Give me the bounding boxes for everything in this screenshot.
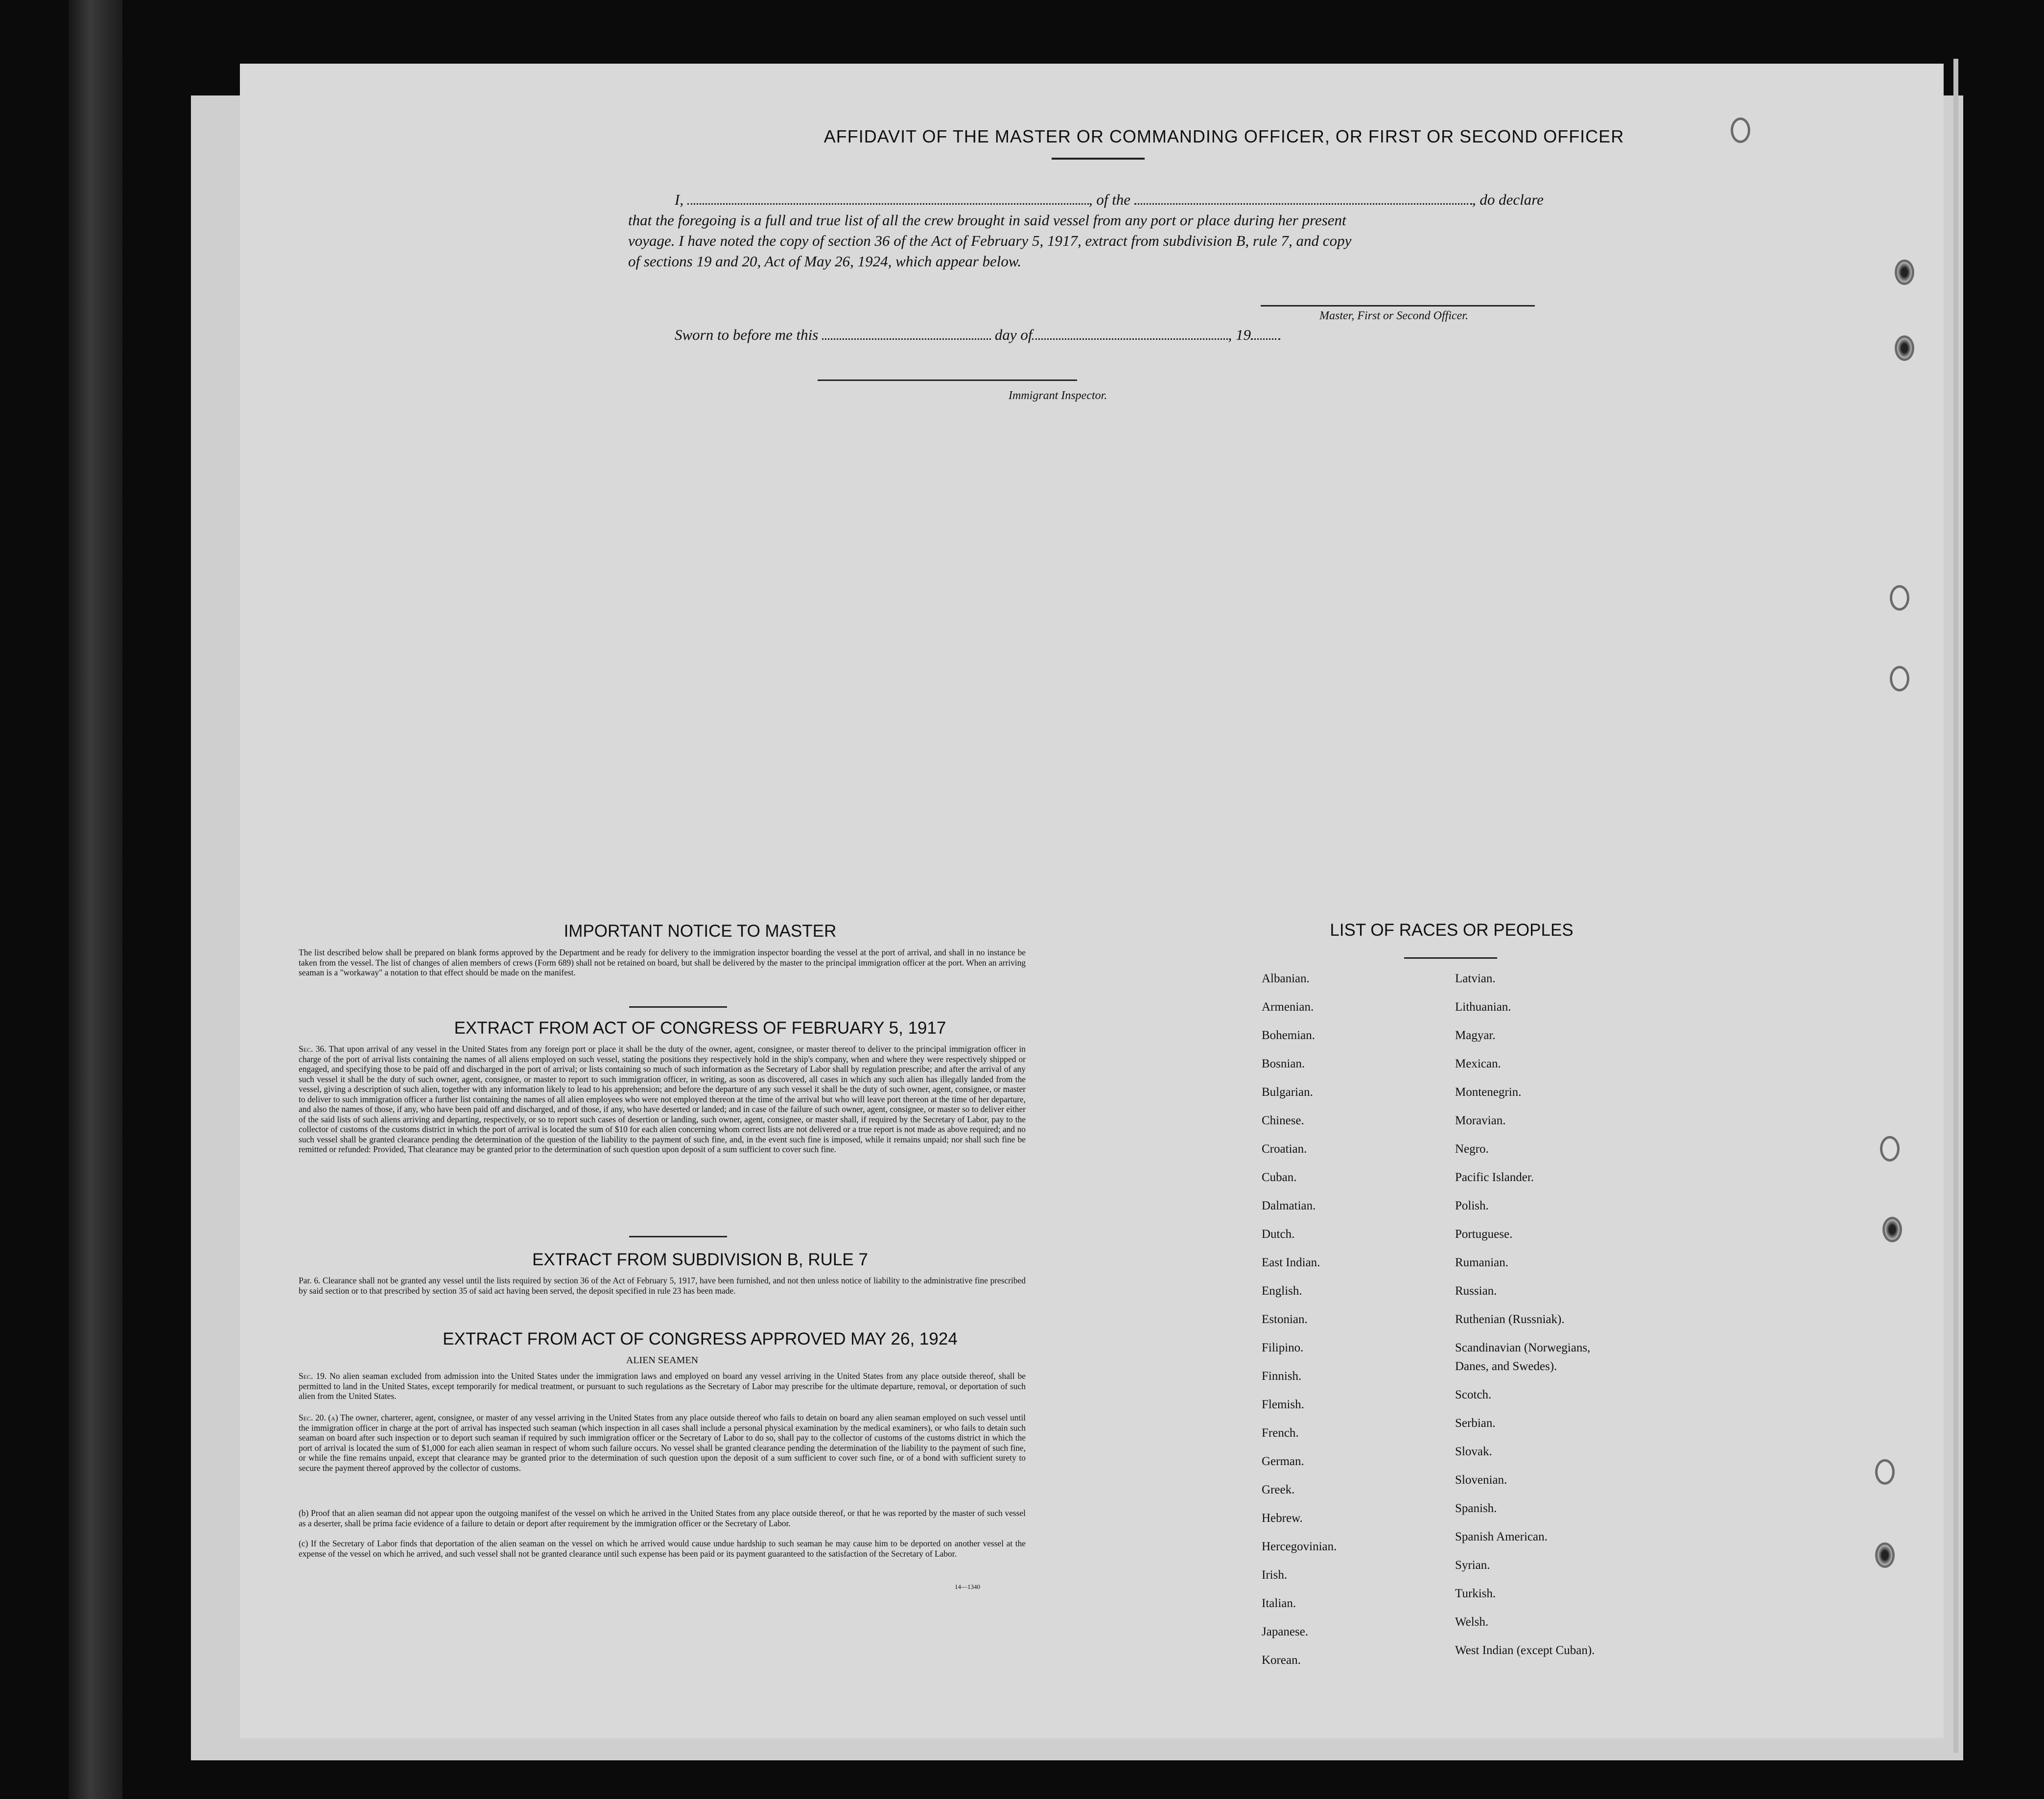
race-item: Greek. xyxy=(1262,1483,1295,1496)
race-item: Irish. xyxy=(1262,1568,1288,1582)
sec-36-text: That upon arrival of any vessel in the United States from any foreign port or place it shall be the duty of the owner, agent, consignee, or master thereof to deliver to the principal immigration officer in charge of the port of arrival lists containing the names of all aliens employed on such vessel, stating the positions they respectively hold in the ship's company, when and where they were respectively shipped or engaged, and specifying those to be paid off and discharged in the port of arrival; or lists containing so much of such information as the Secretary of Labor shall by regulation prescribe; and after the arrival of any such vessel it shall be the duty of such owner, agent, consignee, or master to report to such immigration officer, in writing, as soon as discovered, all cases in which any such alien has illegally landed from the vessel, giving a description of such alien, together with any information likely to lead to his apprehension; and before the departure of any such vessel it shall be the duty of such owner, agent, consignee, or master to deliver to such immigration officer a further list containing the names of all alien employees who were not employed thereon at the time of the arrival but who will leave port thereon at the time of her departure, and also the names of those, if any, who have been paid off and discharged, and of those, if any, who have deserted or landed; and in case of the failure of such owner, agent, consignee, or master so to deliver either of the said lists of such aliens arriving and departing, respectively, or so to report such cases of desertion or landing, such owner, agent, consignee, or master shall, if required by the Secretary of Labor, pay to the collector of customs of the customs district in which the port of arrival is located the sum of $10 for each alien concerning whom correct lists are not delivered or a true report is not made as above required; and no such vessel shall be granted clearance pending the determination of the question of the liability to the payment of such fine, and, in the event such fine is imposed, while it remains unpaid; nor shall such fine be remitted or refunded: Provided, That clearance may be granted prior to the determination of such question upon deposit of a sum sufficient to cover such fine. xyxy=(299,1044,1026,1154)
race-item: Hercegovinian. xyxy=(1262,1540,1337,1553)
punch-hole-icon xyxy=(1890,666,1909,691)
sec-19-label: Sec. 19. xyxy=(299,1371,327,1381)
race-item: Slovak. xyxy=(1455,1445,1492,1458)
race-item: English. xyxy=(1262,1284,1302,1298)
form-sheet xyxy=(240,64,1944,1738)
race-item: Rumanian. xyxy=(1455,1256,1509,1269)
race-item: Portuguese. xyxy=(1455,1228,1513,1241)
race-item: Bohemian. xyxy=(1262,1029,1316,1042)
extract-1924-heading: EXTRACT FROM ACT OF CONGRESS APPROVED MAY 26, 1924 xyxy=(443,1329,958,1349)
punch-hole-icon xyxy=(1875,1542,1895,1568)
punch-hole-icon xyxy=(1882,1217,1902,1242)
alien-seamen-subheading: ALIEN SEAMEN xyxy=(626,1355,699,1366)
rule-7-body: Par. 6. Clearance shall not be granted any vessel until the lists required by section 36 of the Act of February 5, 1917, have been furnished, and not then unless notice of liability to the administrative fine prescribed by said section or to that prescribed by section 35 of said act having been served, the deposit specified in rule 23 has been made. xyxy=(299,1276,1026,1296)
race-item: Croatian. xyxy=(1262,1142,1307,1156)
race-item: Syrian. xyxy=(1455,1559,1490,1572)
rule-7-heading: EXTRACT FROM SUBDIVISION B, RULE 7 xyxy=(532,1250,868,1269)
notice-heading: IMPORTANT NOTICE TO MASTER xyxy=(564,922,837,941)
race-item: Korean. xyxy=(1262,1654,1301,1667)
form-number: 14—1340 xyxy=(955,1583,980,1590)
sec-36-label: Sec. 36. xyxy=(299,1044,327,1054)
affidavit-line-3: voyage. I have noted the copy of section 36 of the Act of February 5, 1917, extract from subdivision B, rule 7, and copy xyxy=(628,232,1352,249)
race-item: Cuban. xyxy=(1262,1171,1297,1184)
sworn-date-blank[interactable] xyxy=(822,338,991,340)
race-item: French. xyxy=(1262,1426,1299,1440)
punch-hole-icon xyxy=(1875,1459,1895,1485)
sworn-month-blank[interactable] xyxy=(1032,338,1228,340)
notice-body: The list described below shall be prepared on blank forms approved by the Department and be ready for delivery to the immigration inspector boarding the vessel at the port of arrival, and shall in no instance be taken from the vessel. The list of changes of alien members of crews (Form 689) shall not be retained on board, but shall be delivered by the master to the principal immigration officer at the port. When an arriving seaman is a "workaway" a notation to that effect should be made on the manifest. xyxy=(299,947,1026,977)
punch-hole-icon xyxy=(1895,335,1914,361)
race-item: Scotch. xyxy=(1455,1388,1492,1401)
race-item: Albanian. xyxy=(1262,972,1310,985)
affidavit-i: I, xyxy=(675,191,684,208)
vessel-blank[interactable] xyxy=(1134,203,1472,205)
race-item: Welsh. xyxy=(1455,1615,1489,1629)
punch-hole-icon xyxy=(1895,260,1914,285)
race-item: Finnish. xyxy=(1262,1370,1302,1383)
race-item: Slovenian. xyxy=(1455,1473,1507,1487)
sec-20-label: Sec. 20. (a) xyxy=(299,1413,338,1422)
master-caption: Master, First or Second Officer. xyxy=(1319,309,1468,322)
sec-20a-body xyxy=(299,1413,1026,1473)
race-item: Pacific Islander. xyxy=(1455,1171,1534,1184)
race-item: Armenian. xyxy=(1262,1000,1314,1014)
affidavit-title: AFFIDAVIT OF THE MASTER OR COMMANDING OFFICER, OR FIRST OR SECOND OFFICER xyxy=(823,126,1624,146)
sec-19-text: No alien seaman excluded from admission into the United States under the immigration laws and employed on board any vessel arriving in the United States from any place outside thereof, shall be permitted to land in the United States, except temporarily for medical treatment, or pursuant to such regulations as the Secretary of Labor may prescribe for the ultimate departure, removal, or deportation of such alien from the United States. xyxy=(299,1371,1026,1401)
race-item: Estonian. xyxy=(1262,1313,1308,1326)
race-item: Italian. xyxy=(1262,1597,1296,1610)
master-signature-line[interactable] xyxy=(1261,305,1535,307)
race-item: Dutch. xyxy=(1262,1228,1295,1241)
race-item: Danes, and Swedes). xyxy=(1455,1360,1557,1373)
race-item: Latvian. xyxy=(1455,972,1496,985)
sworn-year-blank[interactable] xyxy=(1251,338,1280,340)
race-item: Mexican. xyxy=(1455,1057,1501,1070)
race-item: Moravian. xyxy=(1455,1114,1506,1127)
race-item: Scandinavian (Norwegians, xyxy=(1455,1341,1591,1354)
sworn-year: , 19 xyxy=(1228,326,1251,343)
extract-1917-heading: EXTRACT FROM ACT OF CONGRESS OF FEBRUARY 5, 1917 xyxy=(454,1018,946,1038)
race-item: Flemish. xyxy=(1262,1398,1304,1411)
affidavit-of-the: , of the xyxy=(1088,191,1131,208)
race-item: Japanese. xyxy=(1262,1625,1309,1638)
sworn-line xyxy=(675,326,1280,344)
race-item: Filipino. xyxy=(1262,1341,1304,1354)
sec-19-body xyxy=(299,1371,1026,1401)
extract-1917-body xyxy=(299,1044,1026,1155)
sec-20c-body: (c) If the Secretary of Labor finds that deportation of the alien seaman on the vessel on which he arrived would cause undue hardship to such seaman he may cause him to be deported on another vessel at the expense of the vessel on which he arrived, and such vessel shall not be granted clearance until such expense has been paid or its payment guaranteed to the satisfaction of the Secretary of Labor. xyxy=(299,1539,1026,1559)
inspector-caption: Immigrant Inspector. xyxy=(1009,389,1107,402)
race-item: Hebrew. xyxy=(1262,1512,1303,1525)
section-rule xyxy=(629,1006,727,1008)
race-item: West Indian (except Cuban). xyxy=(1455,1644,1595,1657)
punch-hole-icon xyxy=(1890,585,1909,611)
race-item: Spanish. xyxy=(1455,1502,1497,1515)
races-rule xyxy=(1404,957,1497,959)
affidavit-line-4: of sections 19 and 20, Act of May 26, 1924, which appear below. xyxy=(628,253,1022,270)
page-edge xyxy=(1953,59,1958,1753)
race-item: East Indian. xyxy=(1262,1256,1320,1269)
race-item: Lithuanian. xyxy=(1455,1000,1511,1014)
race-item: German. xyxy=(1262,1455,1304,1468)
affidavit-line-1 xyxy=(675,191,1544,209)
race-item: Russian. xyxy=(1455,1284,1497,1298)
sec-20b-body: (b) Proof that an alien seaman did not appear upon the outgoing manifest of the vessel on which he arrived in the United States from any place outside thereof, or that he was reported by the master of such vessel as a deserter, shall be prima facie evidence of a failure to detain or deport after requirement by the immigration officer or the Secretary of Labor. xyxy=(299,1508,1026,1528)
affidavit-line-2: that the foregoing is a full and true list of all the crew brought in said vessel from any port or place during her present xyxy=(628,212,1346,229)
races-heading: LIST OF RACES OR PEOPLES xyxy=(1330,921,1574,940)
race-item: Montenegrin. xyxy=(1455,1086,1522,1099)
sworn-day-of: day of xyxy=(994,326,1033,343)
race-item: Spanish American. xyxy=(1455,1530,1548,1543)
race-item: Dalmatian. xyxy=(1262,1199,1316,1212)
book-binding xyxy=(69,0,122,1799)
race-item: Bosnian. xyxy=(1262,1057,1305,1070)
inspector-signature-line[interactable] xyxy=(818,379,1077,381)
race-item: Ruthenian (Russniak). xyxy=(1455,1313,1565,1326)
sworn-prefix: Sworn to before me this xyxy=(675,326,819,343)
race-item: Negro. xyxy=(1455,1142,1489,1156)
race-item: Serbian. xyxy=(1455,1417,1496,1430)
race-item: Bulgarian. xyxy=(1262,1086,1313,1099)
race-item: Chinese. xyxy=(1262,1114,1304,1127)
affidavit-do-declare: , do declare xyxy=(1472,191,1544,208)
race-item: Turkish. xyxy=(1455,1587,1496,1600)
sec-20a-text: The owner, charterer, agent, consignee, or master of any vessel arriving in the United States from any place outside thereof who fails to detain on board any alien seaman employed on such vessel until the immigration officer in charge at the port of arrival has inspected such seaman (which inspection in all cases shall include a personal physical examination by the medical examiners), or who fails to detain such seaman on board after such inspection or to deport such seaman if required by such immigration officer or the Secretary of Labor to do so, shall pay to the collector of customs of the customs district in which the port of arrival is located the sum of $1,000 for each alien seaman in respect of whom such failure occurs. No vessel shall be granted clearance pending the determination of the liability to the payment of such fine, or while the fine remains unpaid, except that clearance may be granted prior to the determination of such question upon the deposit of a sum sufficient to cover such fine, or of a bond with sufficient surety to secure the payment thereof approved by the collector of customs. xyxy=(299,1413,1026,1473)
punch-hole-icon xyxy=(1880,1136,1900,1161)
race-item: Polish. xyxy=(1455,1199,1489,1212)
section-rule xyxy=(629,1236,727,1237)
name-blank[interactable] xyxy=(687,203,1089,205)
race-item: Magyar. xyxy=(1455,1029,1496,1042)
title-rule xyxy=(1052,158,1145,160)
